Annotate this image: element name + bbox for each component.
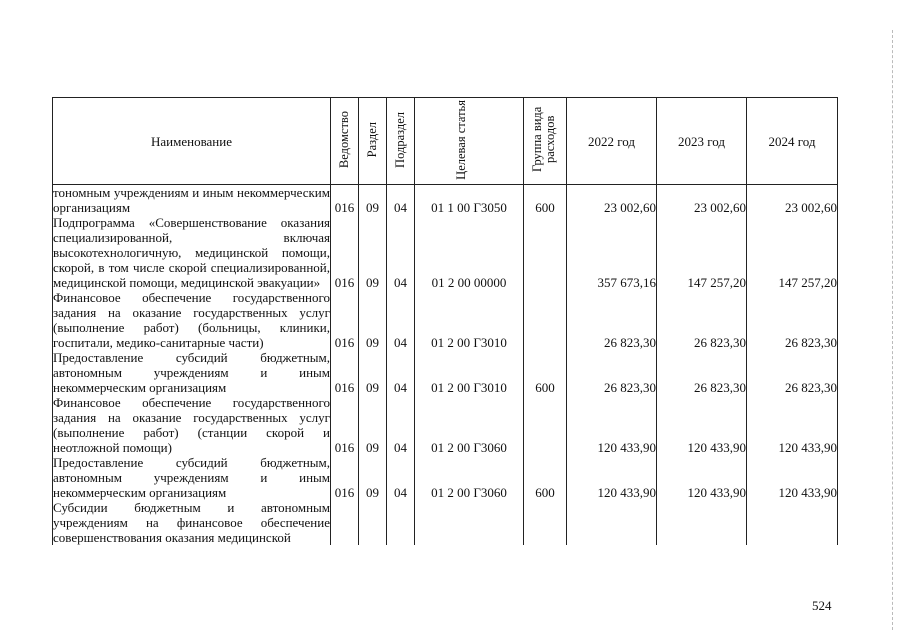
- row-target: [415, 500, 524, 545]
- row-2024: 120 433,90: [747, 395, 838, 455]
- row-department: 016: [331, 215, 359, 290]
- row-2024: 120 433,90: [747, 455, 838, 500]
- header-2024: 2024 год: [747, 98, 838, 185]
- table-row: [53, 395, 838, 455]
- row-name: Субсидии бюджетным и автономным учреждениям на финансовое обеспечение совершенствования оказания медицинской: [53, 500, 330, 545]
- row-target: 01 2 00 Г3010: [415, 350, 524, 395]
- header-expense-group: Группа вида расходов: [524, 98, 567, 185]
- row-name: Предоставление субсидий бюджетным, автономным учреждениям и иным некоммерческим организациям: [53, 350, 330, 395]
- row-2024: [747, 500, 838, 545]
- row-2022: 26 823,30: [567, 290, 657, 350]
- header-target: Целевая статья: [415, 98, 524, 185]
- row-expense-group: 600: [524, 455, 567, 500]
- row-2023: 120 433,90: [657, 395, 747, 455]
- table-row: [53, 215, 838, 290]
- row-2023: [657, 500, 747, 545]
- row-2023: 26 823,30: [657, 290, 747, 350]
- row-subsection: 04: [387, 395, 415, 455]
- row-department: 016: [331, 185, 359, 216]
- row-expense-group: [524, 290, 567, 350]
- row-section: 09: [359, 185, 387, 216]
- row-target: 01 1 00 Г3050: [415, 185, 524, 216]
- row-subsection: 04: [387, 350, 415, 395]
- row-2022: 120 433,90: [567, 395, 657, 455]
- row-2024: 23 002,60: [747, 185, 838, 216]
- row-2023: 26 823,30: [657, 350, 747, 395]
- row-department: [331, 500, 359, 545]
- table-row: [53, 500, 838, 545]
- row-subsection: 04: [387, 215, 415, 290]
- row-department: 016: [331, 290, 359, 350]
- row-2024: 26 823,30: [747, 290, 838, 350]
- row-subsection: [387, 500, 415, 545]
- row-section: 09: [359, 455, 387, 500]
- row-department: 016: [331, 350, 359, 395]
- row-subsection: 04: [387, 455, 415, 500]
- table-row: [53, 455, 838, 500]
- budget-table: [52, 97, 838, 545]
- row-expense-group: 600: [524, 185, 567, 216]
- row-expense-group: [524, 500, 567, 545]
- row-target: 01 2 00 Г3060: [415, 455, 524, 500]
- row-section: 09: [359, 290, 387, 350]
- row-2022: 23 002,60: [567, 185, 657, 216]
- table-row: [53, 290, 838, 350]
- header-name: Наименование: [53, 98, 331, 185]
- row-target: 01 2 00 00000: [415, 215, 524, 290]
- row-expense-group: [524, 395, 567, 455]
- page-edge: [891, 30, 893, 630]
- header-2022: 2022 год: [567, 98, 657, 185]
- table-row: [53, 185, 838, 216]
- row-name: Предоставление субсидий бюджетным, автономным учреждениям и иным некоммерческим организациям: [53, 455, 330, 500]
- row-2024: 147 257,20: [747, 215, 838, 290]
- row-2023: 120 433,90: [657, 455, 747, 500]
- row-2023: 23 002,60: [657, 185, 747, 216]
- row-section: [359, 500, 387, 545]
- row-2022: 357 673,16: [567, 215, 657, 290]
- header-section: Раздел: [359, 98, 387, 185]
- row-section: 09: [359, 350, 387, 395]
- table-row: [53, 350, 838, 395]
- row-2022: [567, 500, 657, 545]
- row-target: 01 2 00 Г3010: [415, 290, 524, 350]
- header-2023: 2023 год: [657, 98, 747, 185]
- row-expense-group: [524, 215, 567, 290]
- row-subsection: 04: [387, 185, 415, 216]
- row-expense-group: 600: [524, 350, 567, 395]
- row-subsection: 04: [387, 290, 415, 350]
- row-name: Финансовое обеспечение государственного задания на оказание государственных услуг (выполнение работ) (станции скорой и неотложной помощи): [53, 395, 330, 455]
- row-section: 09: [359, 215, 387, 290]
- row-2023: 147 257,20: [657, 215, 747, 290]
- page-number: 524: [812, 598, 832, 613]
- row-name: тономным учреждениям и иным некоммерческим организациям: [53, 185, 330, 215]
- row-section: 09: [359, 395, 387, 455]
- row-2022: 120 433,90: [567, 455, 657, 500]
- row-2024: 26 823,30: [747, 350, 838, 395]
- header-row: [53, 98, 838, 185]
- row-name: Подпрограмма «Совершенствование оказания специализированной, включая высокотехнологичную, медицинской помощи, скорой, в том числе скорой специализированной, медицинской помощи, медицинской эвакуации»: [53, 215, 330, 290]
- row-department: 016: [331, 395, 359, 455]
- row-department: 016: [331, 455, 359, 500]
- row-name: Финансовое обеспечение государственного задания на оказание государственных услуг (выполнение работ) (больницы, клиники, госпитали, медико-санитарные части): [53, 290, 330, 350]
- header-subsection: Подраздел: [387, 98, 415, 185]
- row-target: 01 2 00 Г3060: [415, 395, 524, 455]
- row-2022: 26 823,30: [567, 350, 657, 395]
- header-department: Ведомство: [331, 98, 359, 185]
